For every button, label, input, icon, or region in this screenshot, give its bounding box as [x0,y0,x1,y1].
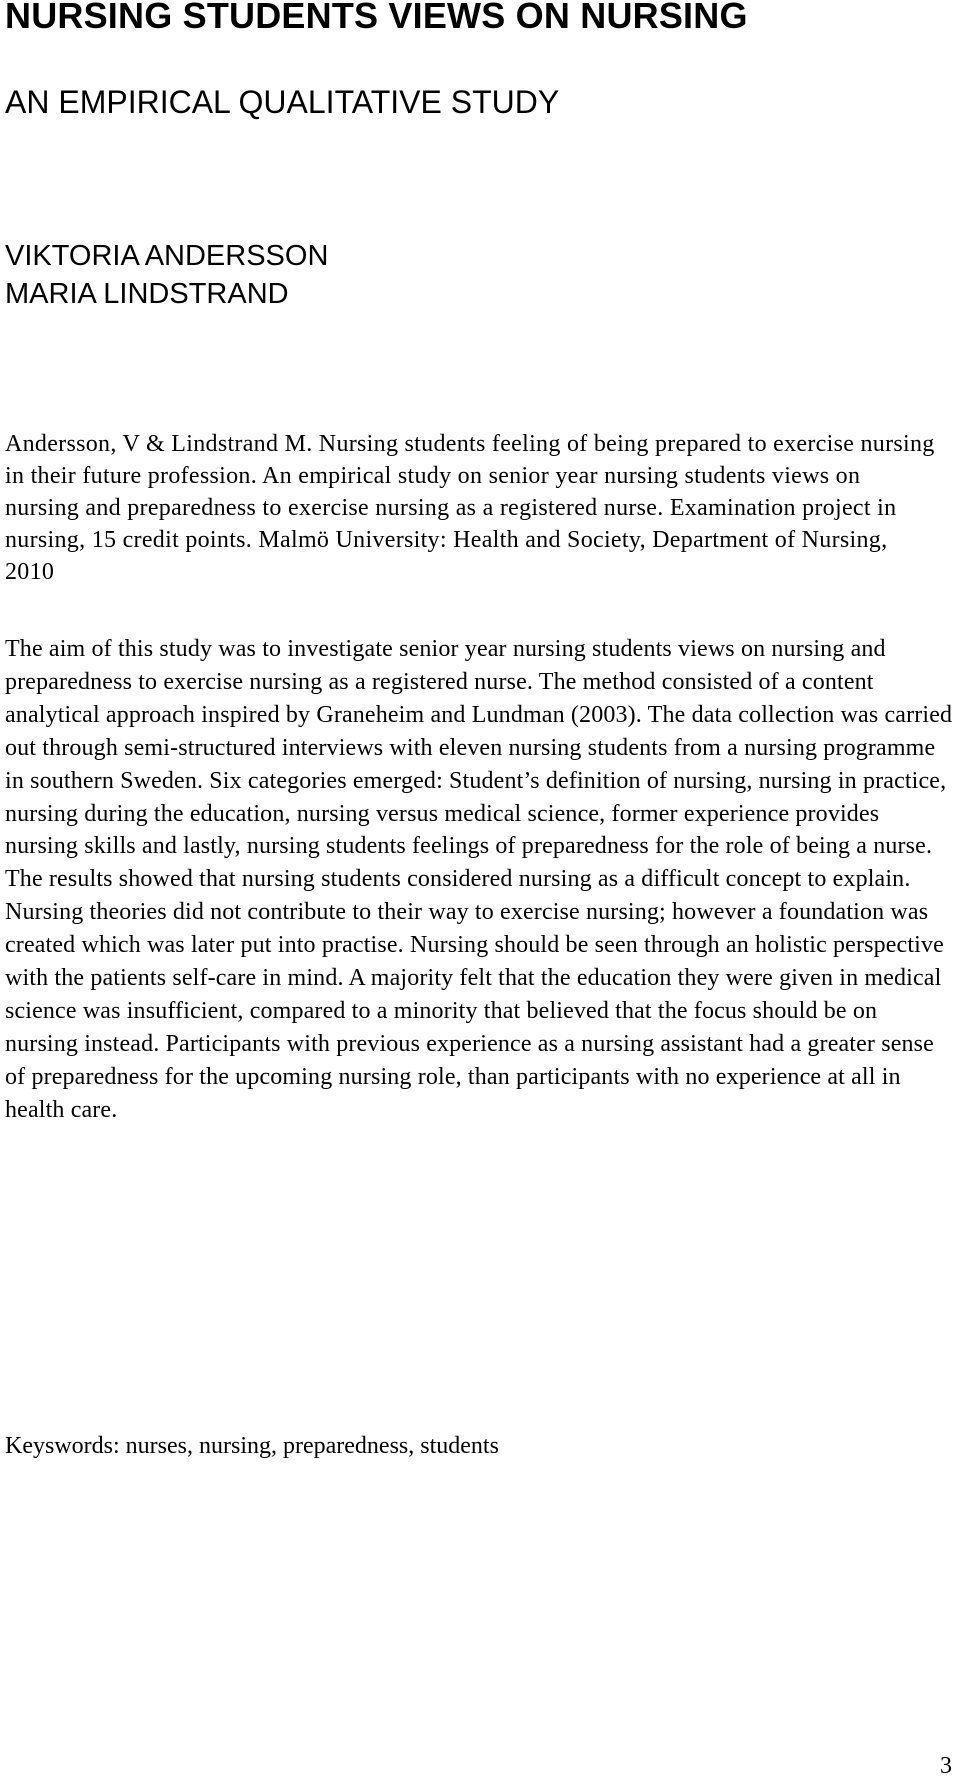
author-name: MARIA LINDSTRAND [5,278,289,310]
citation-paragraph: Andersson, V & Lindstrand M. Nursing students feeling of being prepared to exercise nursing in their future profession. An empirical study on senior year nursing students views on nursing and preparedness to exercise nursing as a registered nurse. Examination project in nursing, 15 credit points. Malmö University: Health and Society, Department of Nursing, 2010 [5,431,935,585]
page-number: 3 [940,1753,952,1779]
author-name: VIKTORIA ANDERSSON [5,240,329,272]
page-title: NURSING STUDENTS VIEWS ON NURSING [5,0,748,36]
abstract-paragraph: The aim of this study was to investigate senior year nursing students views on nursing and preparedness to exercise nursing as a registered nurse. The method consisted of a content analytical approach inspired by Graneheim and Lundman (2003). The data collection was carried out through semi-structured interviews with eleven nursing students from a nursing programme in southern Sweden. Six categories emerged: Student’s definition of nursing, nursing in practice, nursing during the education, nursing versus medical science, former experience provides nursing skills and lastly, nursing students feelings of preparedness for the role of being a nurse. The results showed that nursing students considered nursing as a difficult concept to explain. Nursing theories did not contribute to their way to exercise nursing; however a foundation was created which was later put into practise. Nursing should be seen through an holistic perspective with the patients self-care in mind. A majority felt that the education they were given in medical science was insufficient, compared to a minority that believed that the focus should be on nursing instead. Participants with previous experience as a nursing assistant had a greater sense of preparedness for the upcoming nursing role, than participants with no experience at all in health care. [5,636,953,1123]
author-list [5,237,328,313]
page-subtitle: AN EMPIRICAL QUALITATIVE STUDY [5,84,560,120]
keywords-line: Keyswords: nurses, nursing, preparedness, students [5,1433,499,1459]
